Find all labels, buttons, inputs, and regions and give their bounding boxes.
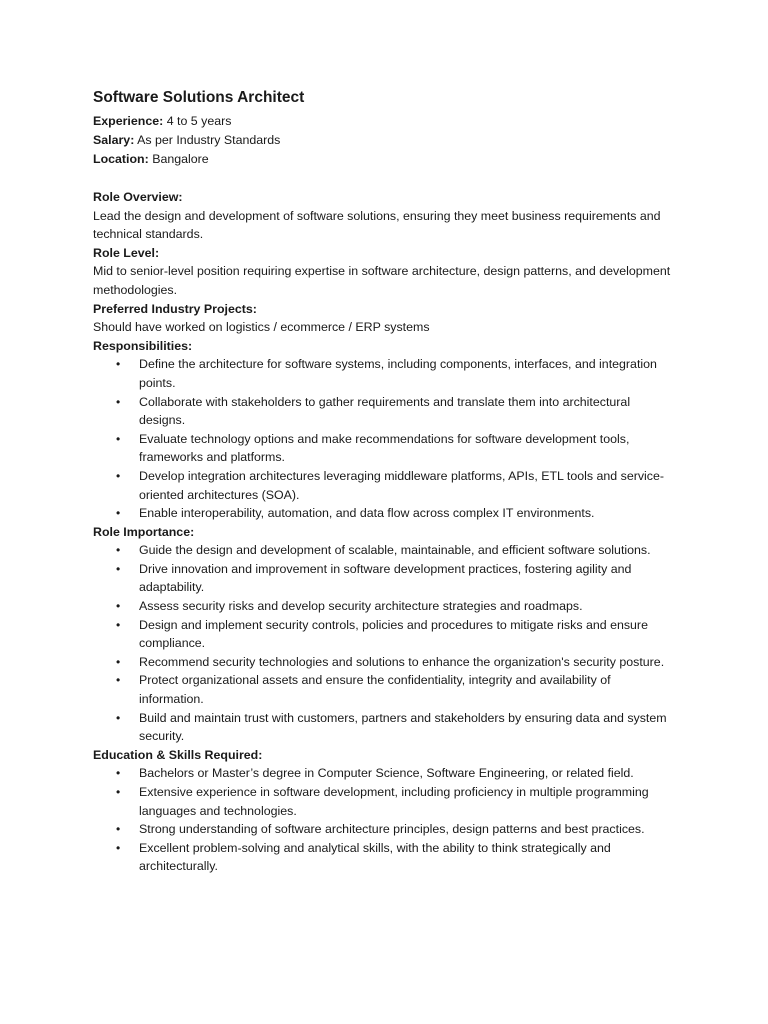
meta-salary bbox=[93, 131, 678, 150]
bullet-icon: • bbox=[116, 468, 121, 483]
bullet-list bbox=[93, 355, 678, 522]
section-responsibilities bbox=[93, 337, 678, 523]
bullet-icon: • bbox=[116, 840, 121, 855]
list-item bbox=[116, 560, 678, 597]
list-item bbox=[116, 653, 678, 672]
list-item bbox=[116, 597, 678, 616]
bullet-icon: • bbox=[116, 506, 121, 521]
meta-label: Salary: bbox=[93, 133, 135, 147]
bullet-icon: • bbox=[116, 543, 121, 558]
bullet-icon: • bbox=[116, 599, 121, 614]
bullet-list bbox=[93, 541, 678, 746]
meta-value: Bangalore bbox=[148, 152, 209, 166]
list-item-text: Evaluate technology options and make recommendations for software development tools, frameworks and platforms. bbox=[139, 431, 630, 465]
section-text: Mid to senior-level position requiring expertise in software architecture, design patterns, and development methodologies. bbox=[93, 264, 671, 297]
list-item bbox=[116, 820, 678, 839]
section-education-skills bbox=[93, 746, 678, 876]
list-item bbox=[116, 355, 678, 392]
section-text: Lead the design and development of software solutions, ensuring they meet business requirements and technical standards. bbox=[93, 208, 661, 242]
list-item-text: Develop integration architectures leveraging middleware platforms, APIs, ETL tools and service-oriented architectures (SOA). bbox=[139, 468, 665, 502]
list-item-text: Define the architecture for software systems, including components, interfaces, and integration points. bbox=[139, 357, 657, 390]
list-item bbox=[116, 764, 678, 783]
section-role-importance bbox=[93, 523, 678, 746]
list-item bbox=[116, 393, 678, 430]
bullet-icon: • bbox=[116, 654, 121, 669]
list-item-text: Extensive experience in software development, including proficiency in multiple programming languages and technologies. bbox=[139, 785, 649, 818]
section-heading: Role Level: bbox=[93, 245, 160, 260]
section-preferred-projects bbox=[93, 300, 678, 337]
list-item bbox=[116, 709, 678, 746]
blank-line bbox=[93, 169, 678, 188]
meta-location bbox=[93, 150, 678, 169]
list-item bbox=[116, 783, 678, 820]
bullet-icon: • bbox=[116, 357, 121, 372]
section-role-level bbox=[93, 244, 678, 300]
list-item-text: Protect organizational assets and ensure the confidentiality, integrity and availability of information. bbox=[139, 673, 611, 707]
bullet-icon: • bbox=[116, 710, 121, 725]
list-item bbox=[116, 616, 678, 653]
job-meta bbox=[93, 112, 678, 169]
bullet-icon: • bbox=[116, 431, 121, 446]
meta-value: 4 to 5 years bbox=[163, 114, 232, 128]
bullet-icon: • bbox=[116, 673, 121, 688]
list-item-text: Excellent problem-solving and analytical skills, with the ability to think strategically and architecturally. bbox=[139, 840, 611, 874]
list-item-text: Bachelors or Master’s degree in Computer Science, Software Engineering, or related field. bbox=[139, 766, 634, 781]
list-item bbox=[116, 504, 678, 523]
list-item-text: Strong understanding of software architecture principles, design patterns and best practices. bbox=[139, 822, 645, 837]
list-item bbox=[116, 839, 678, 876]
list-item-text: Drive innovation and improvement in software development practices, fostering agility and adaptability. bbox=[139, 561, 632, 595]
section-heading: Responsibilities: bbox=[93, 338, 193, 353]
bullet-icon: • bbox=[116, 617, 121, 632]
section-heading: Preferred Industry Projects: bbox=[93, 301, 257, 316]
list-item-text: Guide the design and development of scalable, maintainable, and efficient software solutions. bbox=[139, 543, 651, 558]
meta-experience bbox=[93, 112, 678, 131]
job-title: Software Solutions Architect bbox=[93, 89, 305, 106]
list-item-text: Build and maintain trust with customers, partners and stakeholders by ensuring data and system security. bbox=[139, 710, 667, 744]
meta-label: Location: bbox=[93, 152, 149, 166]
list-item-text: Design and implement security controls, policies and procedures to mitigate risks and ensure compliance. bbox=[139, 617, 648, 651]
bullet-icon: • bbox=[116, 766, 121, 781]
list-item bbox=[116, 541, 678, 560]
list-item-text: Enable interoperability, automation, and data flow across complex IT environments. bbox=[139, 506, 595, 521]
list-item bbox=[116, 671, 678, 708]
meta-value: As per Industry Standards bbox=[134, 133, 281, 147]
list-item bbox=[116, 467, 678, 504]
bullet-icon: • bbox=[116, 561, 121, 576]
section-heading: Role Overview: bbox=[93, 190, 183, 204]
bullet-icon: • bbox=[116, 394, 121, 409]
list-item bbox=[116, 430, 678, 467]
bullet-icon: • bbox=[116, 785, 121, 799]
bullet-list bbox=[93, 764, 678, 876]
meta-label: Experience: bbox=[93, 114, 164, 128]
list-item-text: Assess security risks and develop security architecture strategies and roadmaps. bbox=[139, 599, 583, 614]
list-item-text: Recommend security technologies and solutions to enhance the organization's security posture. bbox=[139, 654, 665, 669]
section-role-overview bbox=[93, 188, 678, 244]
section-text: Should have worked on logistics / ecommerce / ERP systems bbox=[93, 320, 430, 335]
list-item-text: Collaborate with stakeholders to gather requirements and translate them into architectural designs. bbox=[139, 394, 631, 428]
section-heading: Role Importance: bbox=[93, 524, 195, 539]
section-heading: Education & Skills Required: bbox=[93, 747, 263, 762]
bullet-icon: • bbox=[116, 822, 121, 837]
